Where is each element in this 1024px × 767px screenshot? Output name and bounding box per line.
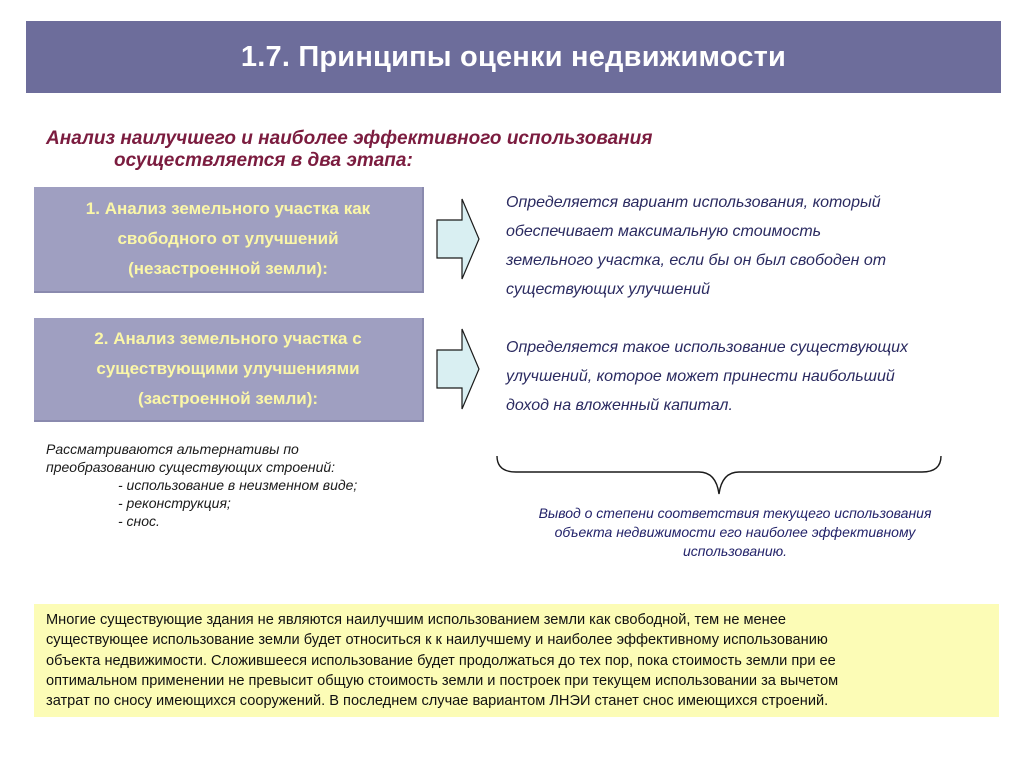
stage-2-description	[506, 333, 986, 420]
stage-2-desc-line-1: Определяется такое использование существующих	[506, 339, 908, 356]
stage-1-desc-line-3: земельного участка, если бы он был свободен от	[506, 252, 887, 269]
stage-2-line-2: существующими улучшениями	[96, 359, 360, 378]
stage-2-box	[34, 318, 424, 422]
alternatives-text	[46, 440, 466, 530]
conclusion-text	[490, 504, 980, 561]
curly-brace-icon	[494, 450, 944, 500]
right-arrow-icon	[436, 198, 480, 280]
note-line-5: затрат по сносу имеющихся сооружений. В последнем случае вариантом ЛНЭИ станет снос имеющихся строений.	[46, 693, 829, 710]
slide-title: 1.7. Принципы оценки недвижимости	[240, 40, 787, 73]
stage-1-line-3: (незастроенной земли):	[128, 259, 328, 278]
note-box	[34, 604, 999, 717]
stage-1-desc-line-2: обеспечивает максимальную стоимость	[506, 223, 822, 240]
alternatives-item: - снос.	[118, 513, 160, 529]
alternatives-line-1: Рассматриваются альтернативы по	[46, 441, 299, 457]
note-line-3: объекта недвижимости. Сложившееся использование будет продолжаться до тех пор, пока стоимость земли при ее	[46, 652, 836, 669]
slide-title-bar	[26, 21, 1001, 93]
stage-1-box	[34, 187, 424, 293]
conclusion-line-3: использованию.	[682, 543, 788, 559]
alternatives-item: - реконструкция;	[118, 495, 231, 511]
alternatives-item: - использование в неизменном виде;	[118, 477, 358, 493]
stage-1-description	[506, 188, 986, 304]
intro-line-2: осуществляется в два этапа:	[114, 150, 413, 171]
stage-2-desc-line-3: доход на вложенный капитал.	[506, 397, 733, 414]
stage-2-desc-line-2: улучшений, которое может принести наибольший	[506, 368, 895, 385]
right-arrow-icon	[436, 328, 480, 410]
stage-1-desc-line-4: существующих улучшений	[506, 281, 711, 298]
stage-2-line-3: (застроенной земли):	[137, 389, 319, 408]
note-line-1: Многие существующие здания не являются наилучшим использованием земли как свободной, тем не менее	[46, 612, 786, 628]
alternatives-line-2: преобразованию существующих строений:	[46, 459, 336, 475]
note-line-2: существующее использование земли будет относиться к к наилучшему и наиболее эффективному использованию	[46, 632, 828, 649]
stage-1-desc-line-1: Определяется вариант использования, который	[506, 194, 881, 211]
stage-1-line-1: 1. Анализ земельного участка как	[85, 199, 371, 218]
intro-line-1: Анализ наилучшего и наиболее эффективного использования	[46, 128, 653, 149]
stage-2-line-1: 2. Анализ земельного участка с	[94, 329, 362, 348]
stage-1-line-2: свободного от улучшений	[117, 229, 339, 248]
conclusion-line-1: Вывод о степени соответствия текущего использования	[538, 505, 932, 521]
note-line-4: оптимальном применении не превысит общую стоимость земли и построек при текущем использовании за вычетом	[46, 672, 839, 689]
intro-heading	[46, 128, 806, 172]
conclusion-line-2: объекта недвижимости его наиболее эффективному	[554, 524, 916, 540]
